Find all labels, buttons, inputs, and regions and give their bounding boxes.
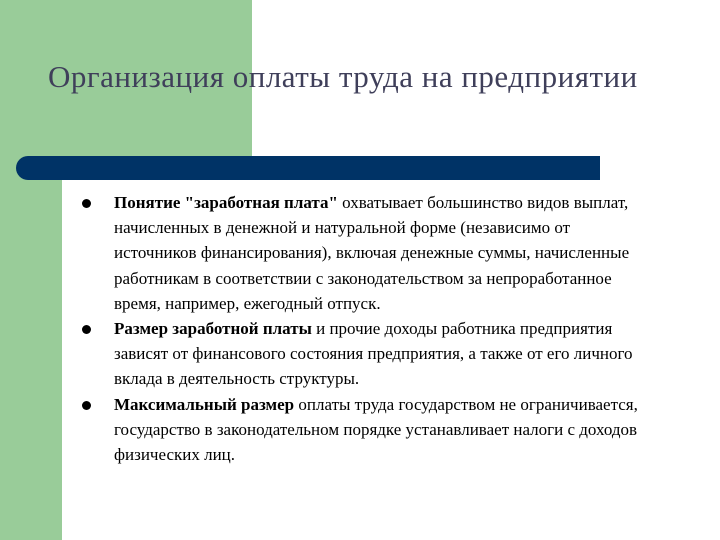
bullet-body: оплаты труда государством не ограничивается, государство в законодательном порядке устанавливает налоги с доходов физических лиц. bbox=[114, 394, 638, 465]
title-divider-bar bbox=[16, 156, 600, 180]
bullet-body: охватывает большинство видов выплат, начисленных в денежной и натуральной форме (независимо от источников финансирования), включая денежные суммы, начисленные работникам в соответствии с законодательством за непроработанное время, например, ежегодный отпуск. bbox=[114, 193, 630, 313]
bullet-dot-icon bbox=[82, 325, 91, 334]
bullet-item bbox=[80, 392, 640, 468]
bullet-dot-icon bbox=[82, 401, 91, 410]
bullet-bold-phrase: Размер заработной платы bbox=[114, 319, 312, 339]
bullet-item bbox=[80, 316, 640, 392]
bullet-item bbox=[80, 190, 640, 316]
bullet-list bbox=[80, 190, 640, 467]
title-divider-bar-end bbox=[586, 156, 600, 180]
green-left-strip bbox=[0, 162, 62, 540]
bullet-body: и прочие доходы работника предприятия зависят от финансового состояния предприятия, а также от его личного вклада в деятельность структуры. bbox=[114, 319, 633, 389]
title-area bbox=[0, 0, 720, 156]
bullet-bold-phrase: Максимальный размер bbox=[114, 394, 295, 414]
bullet-bold-phrase: Понятие "заработная плата" bbox=[114, 193, 338, 212]
bullet-text bbox=[114, 319, 633, 388]
bullet-text bbox=[114, 395, 638, 464]
bullet-text bbox=[114, 193, 629, 313]
slide-title: Организация оплаты труда на предприятии bbox=[48, 59, 638, 94]
bullet-dot-icon bbox=[82, 199, 91, 208]
